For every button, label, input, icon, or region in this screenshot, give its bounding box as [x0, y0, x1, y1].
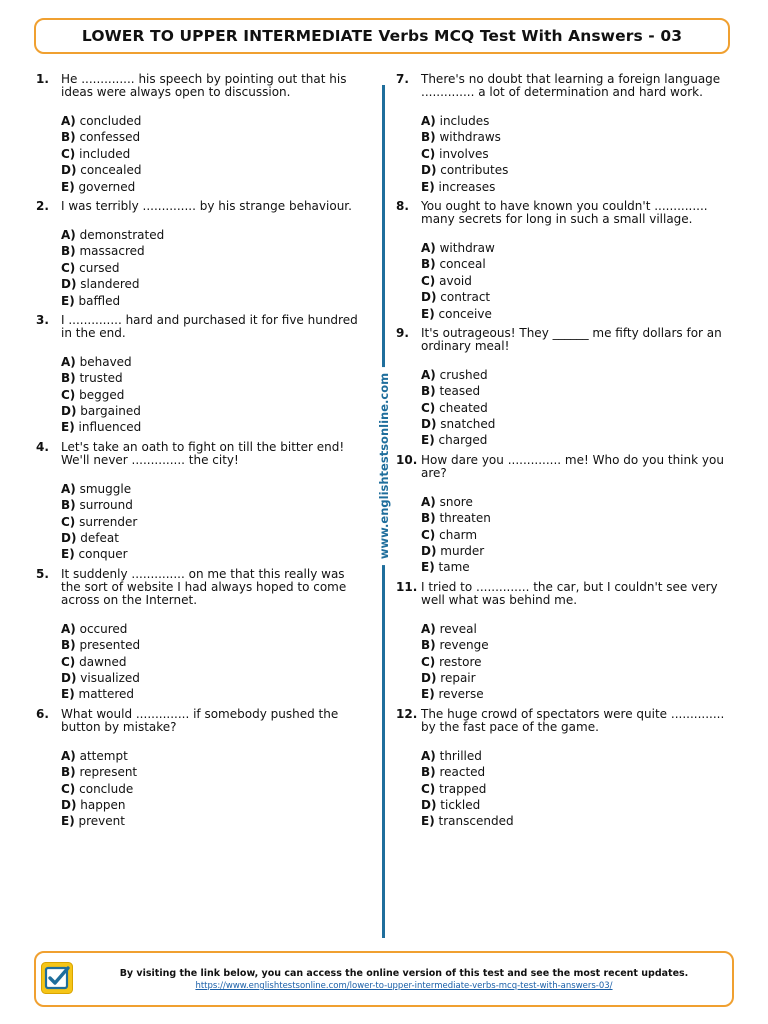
option-letter: D): [421, 670, 437, 685]
option-text: dawned: [79, 654, 127, 669]
option-letter: C): [421, 273, 436, 288]
side-website-url[interactable]: www.englishtestsonline.com: [377, 367, 391, 565]
option-letter: E): [421, 179, 435, 194]
answer-option[interactable]: [61, 354, 366, 370]
answer-option[interactable]: [421, 813, 726, 829]
answer-options: [421, 240, 726, 322]
footer-link[interactable]: https://www.englishtestsonline.com/lower-to-upper-intermediate-verbs-mcq-test-with-answers-03/: [195, 981, 613, 991]
option-text: included: [79, 146, 131, 161]
option-letter: A): [421, 621, 436, 636]
answer-options: [421, 494, 726, 576]
question-number: 6.: [36, 706, 49, 721]
question-number: 10.: [396, 452, 418, 467]
answer-option[interactable]: [421, 781, 726, 797]
option-letter: E): [421, 814, 435, 829]
option-text: murder: [440, 544, 485, 559]
answer-option[interactable]: [421, 240, 726, 256]
answer-option[interactable]: [421, 146, 726, 162]
option-text: occured: [79, 621, 128, 636]
answer-option[interactable]: [421, 621, 726, 637]
option-text: crushed: [439, 367, 488, 382]
option-text: avoid: [439, 273, 472, 288]
answer-option[interactable]: [61, 113, 366, 129]
question-number: 4.: [36, 439, 49, 454]
option-text: reverse: [438, 687, 484, 702]
option-text: includes: [439, 114, 490, 128]
answer-option[interactable]: [61, 797, 366, 813]
answer-option[interactable]: [421, 494, 726, 510]
option-text: surround: [79, 498, 133, 513]
answer-option[interactable]: [61, 637, 366, 653]
question: [36, 73, 366, 195]
option-letter: C): [61, 654, 76, 669]
option-text: trapped: [439, 781, 487, 796]
option-letter: D): [61, 277, 77, 292]
option-text: concealed: [80, 163, 142, 178]
option-letter: C): [61, 781, 76, 796]
answer-option[interactable]: [61, 530, 366, 546]
option-text: behaved: [79, 354, 132, 369]
question-number: 9.: [396, 325, 409, 340]
option-letter: A): [421, 114, 436, 128]
option-text: cursed: [79, 260, 120, 275]
page-title: LOWER TO UPPER INTERMEDIATE Verbs MCQ Test With Answers - 03: [81, 27, 683, 45]
question-number: 7.: [396, 72, 409, 86]
answer-option[interactable]: [421, 289, 726, 305]
option-letter: C): [61, 260, 76, 275]
option-text: prevent: [78, 814, 125, 829]
option-letter: A): [61, 748, 76, 763]
option-text: attempt: [79, 748, 128, 763]
option-text: visualized: [80, 670, 140, 685]
option-letter: A): [61, 481, 76, 496]
answer-options: [61, 481, 366, 563]
question: [396, 454, 726, 576]
answer-options: [421, 367, 726, 449]
answer-option[interactable]: [421, 797, 726, 813]
answer-options: [421, 621, 726, 703]
question-text: I .............. hard and purchased it for five hundred in the end.: [61, 312, 358, 340]
answer-option[interactable]: [421, 559, 726, 575]
option-letter: B): [421, 257, 436, 272]
option-text: bargained: [80, 404, 141, 419]
option-text: cheated: [439, 400, 488, 415]
option-letter: A): [421, 748, 436, 763]
option-letter: B): [61, 371, 76, 386]
option-letter: A): [61, 621, 76, 636]
option-text: withdraw: [439, 240, 495, 255]
option-text: reacted: [439, 765, 486, 780]
option-text: increases: [438, 179, 496, 194]
answer-option[interactable]: [421, 113, 726, 129]
option-text: conquer: [78, 547, 128, 562]
answer-option[interactable]: [61, 370, 366, 386]
option-letter: B): [61, 498, 76, 513]
option-text: conclude: [79, 781, 134, 796]
answer-option[interactable]: [421, 306, 726, 322]
option-text: teased: [439, 384, 481, 399]
option-letter: B): [61, 244, 76, 259]
option-text: surrender: [79, 514, 138, 529]
option-text: massacred: [79, 244, 145, 259]
option-letter: B): [421, 511, 436, 526]
option-letter: E): [61, 547, 75, 562]
option-letter: D): [61, 531, 77, 546]
option-letter: D): [421, 797, 437, 812]
option-letter: E): [61, 293, 75, 308]
answer-option[interactable]: [421, 162, 726, 178]
answer-option[interactable]: [421, 273, 726, 289]
question-number: 2.: [36, 198, 49, 213]
option-text: conceal: [439, 257, 486, 272]
option-text: transcended: [438, 814, 514, 829]
answer-option[interactable]: [61, 293, 366, 309]
option-letter: D): [421, 163, 437, 178]
option-text: involves: [439, 146, 489, 161]
answer-options: [421, 748, 726, 830]
answer-option[interactable]: [61, 129, 366, 145]
answer-option[interactable]: [421, 654, 726, 670]
answer-option[interactable]: [61, 654, 366, 670]
answer-option[interactable]: [61, 497, 366, 513]
answer-option[interactable]: [421, 510, 726, 526]
option-text: trusted: [79, 371, 123, 386]
checkbox-icon: [40, 961, 74, 995]
page-title-box: [34, 18, 730, 54]
answer-option[interactable]: [61, 179, 366, 195]
question: [36, 568, 366, 703]
option-letter: B): [421, 638, 436, 653]
option-text: threaten: [439, 511, 491, 526]
option-letter: D): [421, 417, 437, 432]
option-text: influenced: [78, 420, 142, 435]
option-letter: B): [421, 130, 436, 145]
question: [396, 708, 726, 830]
option-letter: C): [61, 514, 76, 529]
option-text: snore: [439, 494, 473, 509]
option-text: tame: [438, 560, 470, 575]
answer-option[interactable]: [61, 781, 366, 797]
answer-option[interactable]: [61, 670, 366, 686]
option-letter: D): [61, 404, 77, 419]
option-letter: A): [421, 240, 436, 255]
option-text: repair: [440, 670, 476, 685]
answer-option[interactable]: [421, 637, 726, 653]
answer-options: [61, 354, 366, 436]
option-letter: B): [61, 765, 76, 780]
option-letter: E): [61, 420, 75, 435]
footer-message: By visiting the link below, you can access the online version of this test and see the most recent updates.: [119, 968, 689, 979]
answer-option[interactable]: [61, 748, 366, 764]
option-text: restore: [439, 654, 482, 669]
option-text: mattered: [78, 687, 135, 702]
answer-option[interactable]: [421, 179, 726, 195]
option-text: smuggle: [79, 481, 132, 496]
question-text: How dare you .............. me! Who do you think you are?: [421, 452, 724, 480]
answer-option[interactable]: [421, 129, 726, 145]
answer-option[interactable]: [61, 546, 366, 562]
option-letter: C): [61, 146, 76, 161]
question-number: 8.: [396, 198, 409, 213]
option-text: thrilled: [439, 748, 482, 763]
option-letter: D): [61, 670, 77, 685]
question-text: There's no doubt that learning a foreign language .............. a lot of determination and hard work.: [421, 72, 721, 99]
question-text: You ought to have known you couldn't .............. many secrets for long in such a small village.: [421, 198, 708, 226]
option-letter: C): [421, 527, 436, 542]
question-text: It suddenly .............. on me that this really was the sort of website I had always hoped to come across on the Internet.: [61, 566, 347, 607]
answer-option[interactable]: [421, 416, 726, 432]
answer-option[interactable]: [61, 227, 366, 243]
answer-option[interactable]: [421, 432, 726, 448]
option-letter: A): [421, 367, 436, 382]
option-text: presented: [79, 638, 141, 653]
answer-option[interactable]: [421, 686, 726, 702]
answer-option[interactable]: [61, 243, 366, 259]
option-text: defeat: [80, 531, 119, 546]
answer-option[interactable]: [421, 764, 726, 780]
answer-option[interactable]: [421, 748, 726, 764]
answer-option[interactable]: [421, 367, 726, 383]
question: [36, 200, 366, 309]
option-letter: C): [421, 146, 436, 161]
option-text: snatched: [440, 417, 496, 432]
option-letter: E): [61, 687, 75, 702]
question: [396, 73, 726, 195]
answer-options: [61, 621, 366, 703]
answer-option[interactable]: [61, 621, 366, 637]
option-letter: D): [61, 797, 77, 812]
answer-option[interactable]: [61, 162, 366, 178]
option-letter: B): [421, 384, 436, 399]
option-letter: E): [421, 687, 435, 702]
answer-option[interactable]: [421, 383, 726, 399]
option-letter: A): [421, 494, 436, 509]
option-letter: E): [61, 814, 75, 829]
option-text: governed: [78, 179, 136, 194]
option-text: represent: [79, 765, 138, 780]
answer-options: [421, 113, 726, 195]
answer-option[interactable]: [61, 260, 366, 276]
right-column: [396, 73, 726, 835]
option-letter: E): [421, 306, 435, 321]
answer-option[interactable]: [421, 256, 726, 272]
answer-option[interactable]: [61, 419, 366, 435]
question: [396, 581, 726, 703]
option-text: concluded: [79, 114, 142, 128]
option-letter: C): [421, 654, 436, 669]
question-text: It's outrageous! They ______ me fifty dollars for an ordinary meal!: [421, 325, 722, 353]
option-letter: B): [61, 130, 76, 145]
option-letter: D): [421, 544, 437, 559]
option-letter: C): [61, 387, 76, 402]
answer-option[interactable]: [421, 543, 726, 559]
answer-option[interactable]: [61, 276, 366, 292]
footer-box: [34, 951, 734, 1007]
option-letter: D): [421, 290, 437, 305]
answer-options: [61, 748, 366, 830]
option-letter: D): [61, 163, 77, 178]
question: [36, 441, 366, 563]
answer-option[interactable]: [421, 527, 726, 543]
answer-option[interactable]: [421, 670, 726, 686]
option-letter: C): [421, 400, 436, 415]
option-text: tickled: [440, 797, 481, 812]
question-text: What would .............. if somebody pushed the button by mistake?: [61, 706, 339, 734]
question-text: He .............. his speech by pointing out that his ideas were always open to discussion.: [61, 72, 347, 99]
option-text: contributes: [440, 163, 509, 178]
question-number: 1.: [36, 72, 49, 86]
question-text: I tried to .............. the car, but I couldn't see very well what was behind me.: [421, 579, 718, 607]
question-number: 11.: [396, 579, 418, 594]
option-text: begged: [79, 387, 125, 402]
answer-option[interactable]: [61, 481, 366, 497]
option-letter: E): [421, 560, 435, 575]
option-text: baffled: [78, 293, 121, 308]
question-number: 12.: [396, 706, 418, 721]
question: [396, 327, 726, 449]
answer-option[interactable]: [61, 387, 366, 403]
answer-option[interactable]: [61, 514, 366, 530]
left-column: [36, 73, 366, 835]
option-letter: E): [61, 179, 75, 194]
option-letter: C): [421, 781, 436, 796]
question-text: Let's take an oath to fight on till the bitter end! We'll never .............. the city!: [61, 439, 345, 467]
answer-option[interactable]: [61, 764, 366, 780]
answer-options: [61, 113, 366, 195]
answer-option[interactable]: [61, 813, 366, 829]
question-text: The huge crowd of spectators were quite .............. by the fast pace of the game.: [421, 706, 725, 734]
option-text: revenge: [439, 638, 489, 653]
answer-option[interactable]: [421, 400, 726, 416]
answer-option[interactable]: [61, 403, 366, 419]
option-letter: B): [61, 638, 76, 653]
answer-option[interactable]: [61, 686, 366, 702]
option-letter: A): [61, 114, 76, 128]
option-letter: A): [61, 227, 76, 242]
question: [36, 314, 366, 436]
option-text: contract: [440, 290, 491, 305]
option-text: charged: [438, 433, 488, 448]
question-number: 5.: [36, 566, 49, 581]
question: [36, 708, 366, 830]
option-text: happen: [80, 797, 126, 812]
option-text: reveal: [439, 621, 477, 636]
option-letter: B): [421, 765, 436, 780]
option-letter: A): [61, 354, 76, 369]
option-text: slandered: [80, 277, 140, 292]
option-text: confessed: [79, 130, 141, 145]
option-text: demonstrated: [79, 227, 165, 242]
option-text: conceive: [438, 306, 492, 321]
question-number: 3.: [36, 312, 49, 327]
answer-option[interactable]: [61, 146, 366, 162]
option-letter: E): [421, 433, 435, 448]
question-text: I was terribly .............. by his strange behaviour.: [61, 198, 352, 213]
answer-options: [61, 227, 366, 309]
option-text: charm: [439, 527, 478, 542]
question: [396, 200, 726, 322]
option-text: withdraws: [439, 130, 501, 145]
